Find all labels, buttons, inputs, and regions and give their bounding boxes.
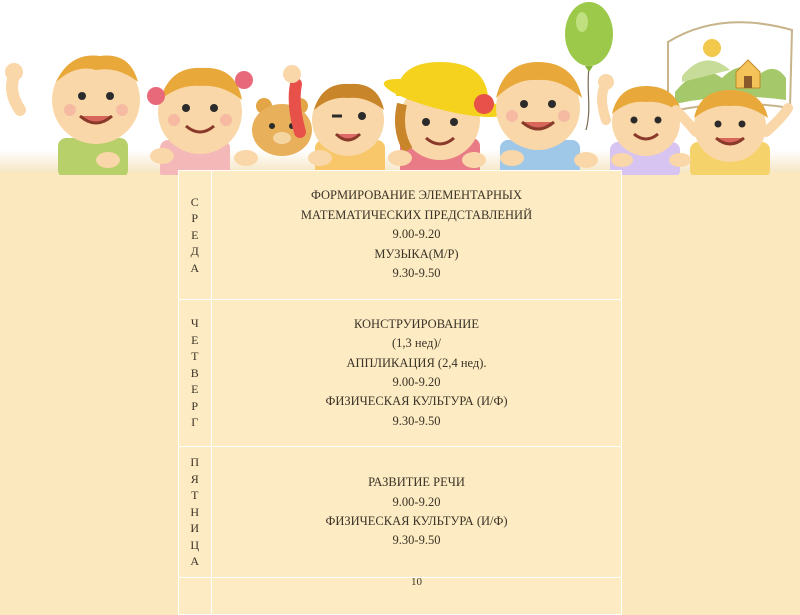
day-letter: А (190, 260, 200, 275)
lesson-line: (1,3 нед)/ (392, 336, 441, 351)
lesson-line: МАТЕМАТИЧЕСКИХ ПРЕДСТАВЛЕНИЙ (300, 207, 533, 222)
lesson-line: ФИЗИЧЕСКАЯ КУЛЬТУРА (И/Ф) (325, 514, 508, 528)
day-letter: Ч (190, 316, 200, 331)
children-illustration (0, 0, 800, 175)
schedule-row-friday (179, 447, 622, 578)
day-letter: Я (190, 471, 200, 486)
schedule-row-thursday (179, 300, 622, 447)
day-cell-friday (179, 447, 212, 578)
day-letter: Е (191, 332, 199, 347)
schedule-table (178, 170, 622, 615)
day-letter: Ц (190, 537, 200, 552)
lesson-line: МУЗЫКА(М/Р) (374, 246, 459, 261)
day-letter: Т (191, 488, 199, 503)
day-cell-thursday (179, 300, 212, 447)
lesson-line: 9.30-9.50 (392, 533, 441, 548)
day-letter: В (190, 365, 200, 380)
day-letter: П (190, 455, 200, 470)
day-letter: Е (191, 382, 199, 397)
lesson-line: 9.00-9.20 (392, 227, 441, 242)
day-letter: Е (191, 227, 199, 242)
child-face-icon (496, 62, 582, 150)
lesson-line: 9.00-9.20 (392, 375, 441, 389)
lesson-line: РАЗВИТИЕ РЕЧИ (368, 475, 465, 490)
day-letter: Р (191, 398, 199, 413)
day-cell-partial (179, 578, 212, 615)
day-letter: Д (190, 244, 200, 259)
schedule-row-wednesday (179, 171, 622, 300)
day-cell-wednesday (179, 171, 212, 300)
day-letter: Т (191, 349, 199, 364)
lesson-line: 9.30-9.50 (392, 413, 441, 428)
child-face-icon (147, 68, 253, 154)
day-letter: Р (191, 211, 199, 226)
partial-row-text: 10 (411, 576, 422, 588)
lesson-line: КОНСТРУИРОВАНИЕ (354, 316, 479, 331)
lesson-line: АППЛИКАЦИЯ (2,4 нед). (346, 355, 487, 370)
lesson-line: 9.00-9.20 (392, 494, 441, 509)
child-face-icon (381, 62, 507, 160)
lessons-cell-wednesday (212, 171, 622, 300)
day-letter: Г (191, 415, 199, 430)
day-letter: И (190, 521, 200, 536)
day-letter: А (190, 554, 200, 569)
lessons-cell-thursday (212, 300, 622, 447)
day-letter: С (190, 194, 200, 209)
lesson-line: ФОРМИРОВАНИЕ ЭЛЕМЕНТАРНЫХ (311, 188, 522, 203)
child-face-icon (5, 56, 140, 144)
day-letter: Н (190, 504, 200, 519)
lesson-line: ФИЗИЧЕСКАЯ КУЛЬТУРА (И/Ф) (325, 394, 508, 409)
lessons-cell-friday (212, 447, 622, 578)
lesson-line: 9.30-9.50 (392, 266, 441, 281)
schedule-row-partial (179, 578, 622, 615)
lessons-cell-partial (212, 578, 622, 615)
